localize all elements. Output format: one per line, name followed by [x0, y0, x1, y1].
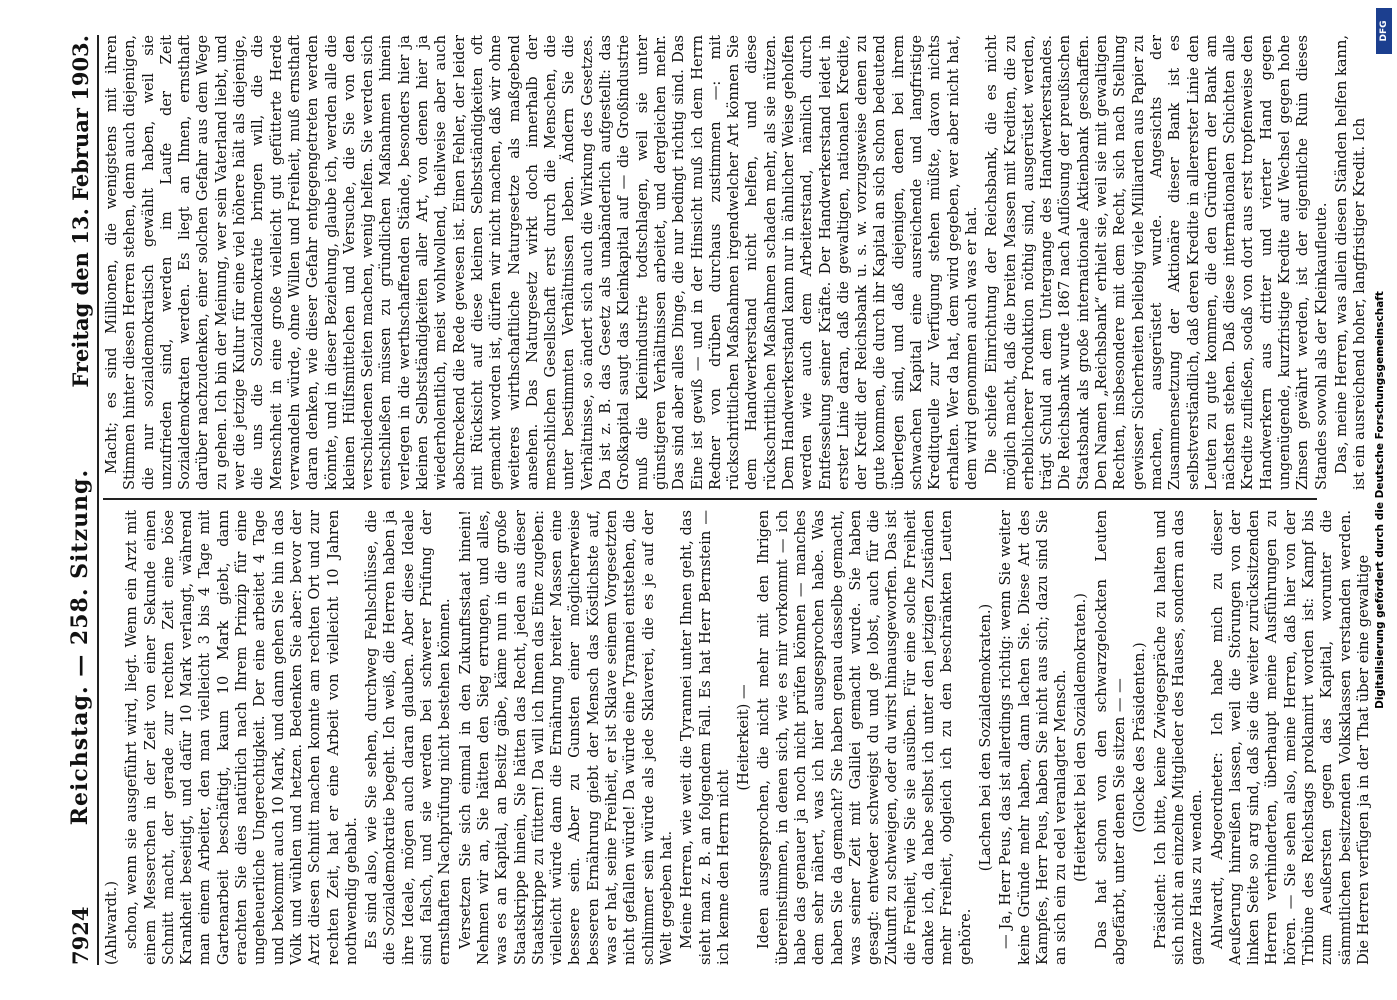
column-divider: [103, 498, 1317, 500]
credit-text: Digitalisierung gefördert durch die Deutsche Forschungsgemeinschaft: [1374, 291, 1386, 709]
paragraph: schon, wenn sie ausgeführt wird, liegt. Wenn ein Arzt mit einem Messerchen in der Zeit von einer Sekunde einen Schnitt macht, der gerade zur rechten Zeit eine böse Krankheit beseitigt, und dafür 10 Mark verlangt, während man einem Arbeiter, den man vielleicht 3 bis 4 Tage mit Gartenarbeit beschäftigt, kaum 10 Mark giebt, dann erachten Sie dies natürlich nach Ihrem Prinzip für eine ungeheuerliche Ungerechtigkeit. Der eine arbeitet 4 Tage und bekommt auch 10 Mark, und dann gehen Sie hin in das Volk und wühlen und hetzen. Bedenken Sie aber: bevor der Arzt diesen Schnitt machen konnte am rechten Ort und zur rechten Zeit, hat er eine Arbeit von vielleicht 10 Jahren nothwendig gehabt.: [123, 510, 360, 965]
page-header: [59, 35, 99, 965]
paragraph: Das, meine Herren, was allein diesen Ständen helfen kann, ist ein ausreichend hoher, langfristiger Kredit. Ich: [1332, 35, 1369, 490]
digitization-credit: [1366, 20, 1394, 980]
paragraph: Ideen ausgesprochen, die nicht mehr mit den Ihrigen übereinstimmen, in denen sich, wie es mir vorkommt — ich habe das genauer ja noch nicht prüfen können — manches dem sehr nähert, was ich hier ausgesprochen habe. Was haben Sie da gemacht? Sie haben genau dasselbe gemacht, was seiner Zeit mit Galilei gemacht wurde. Sie haben gesagt: entweder schweigst du und ge lobst, auch für die Zukunft zu schweigen, oder du wirst hinausgeworfen. Das ist die Freiheit, wie Sie sie ausüben. Für eine solche Freiheit danke ich, da habe selbst ich unter den jetzigen Zuständen mehr Freiheit, obgleich ich zu den beschränkten Leuten gehöre.: [755, 510, 974, 965]
interjection: (Glocke des Präsidenten.): [1131, 642, 1149, 833]
interjection: (Lachen bei den Sozialdemokraten.): [976, 603, 994, 872]
interjection: (Heiterkeit bei den Sozialdemokraten.): [1072, 592, 1090, 883]
paragraph: Präsident: Ich bitte, keine Zwiegespräche zu halten und sich nicht an einzelne Mitglieder des Hauses, sondern an das ganze Haus zu wenden.: [1151, 510, 1206, 965]
page-date: Freitag den 13. Februar 1903.: [68, 35, 93, 388]
paragraph: Die schiefe Einrichtung der Reichsbank, die es nicht möglich macht, daß die breiten Massen mit Krediten, die zu erheblicherer Produktion nöthig sind, ausgerüstet werden, trägt Schuld an dem Untergange des Handwerkerstandes. Die Reichsbank wurde 1867 nach Auflösung der preußischen Staatsbank als große internationale Aktienbank geschaffen. Den Namen „Reichsbank“ erhielt sie, weil sie mit gewaltigen Rechten, insbesondere mit dem Recht, sich nach Stellung gewisser Sicherheiten beliebig viele Milliarden aus Papier zu machen, ausgerüstet wurde. Angesichts der Zusammensetzung der Aktionäre dieser Bank ist es selbstverständlich, daß deren Kredite in allererster Linie den Leuten zu gute kommen, die den Gründern der Bank am nächsten stehen. Daß diese internationalen Schichten alle Kredite zufließen, sodaß von dort aus erst tropfenweise den Handwerkern aus dritter und vierter Hand gegen ungenügende, kurzfristige Kredite auf Wechsel gegen hohe Zinsen gewährt werden, ist der eigentliche Ruin dieses Standes sowohl als der Kleinkaufleute.: [983, 35, 1330, 490]
speaker-label: (Ahlwardt.): [103, 880, 120, 965]
paragraph: Versetzen Sie sich einmal in den Zukunftsstaat hinein! Nehmen wir an, Sie hätten den Sieg errungen, und alles, was es an Kapital, an Besitz gäbe, käme nun in die große Staatskrippe hinein, Sie hätten das Recht, jeden aus dieser Staatskrippe zu füttern! Da will ich Ihnen das Eine zugeben: vielleicht würde dann die Ernährung breiter Massen eine bessere sein. Aber zu Gunsten einer möglicherweise besseren Ernährung giebt der Mensch das Köstlichste auf, was er hat, seine Freiheit, er ist Sklave seinem Vorgesetzten nicht gefallen würde! Da würde eine Tyrannei entstehen, die schlimmer sein würde als jede Sklaverei, die es je auf der Welt gegeben hat.: [456, 510, 675, 965]
page-title: Reichstag. — 258. Sitzung.: [67, 468, 93, 826]
paragraph: Meine Herren, wie weit die Tyrannei unter Ihnen geht, das sieht man z. B. an folgendem Fall. Es hat Herr Bernstein — ich kenne den Herrn nicht: [678, 510, 732, 965]
paragraph: Ahlwardt, Abgeordneter: Ich habe mich zu dieser Aeußerung hinreißen lassen, weil die Störungen von der linken Seite so arg sind, daß sie die weiter zurücksitzenden Herren verhinderten, überhaupt meine Ausführungen zu hören. — Sie sehen also, meine Herren, daß hier von der Tribüne des Reichstags proklamirt worden ist: Kampf bis zum Aeußersten gegen das Kapital, worunter die sämmtlichen besitzenden Volksklassen verstanden werden. Die Herren verfügen ja in der That über eine gewaltige: [1208, 510, 1372, 965]
document-page: [47, 20, 1372, 980]
page-number: 7924: [68, 906, 93, 965]
paragraph: Das hat schon von den schwarzgelockten Leuten abgefärbt, unter denen Sie sitzen — —: [1092, 510, 1129, 965]
dfg-logo: [1376, 8, 1392, 54]
left-column: [103, 510, 1372, 965]
paragraph: — Ja, Herr Peus, das ist allerdings richtig: wenn Sie weiter keine Gründe mehr haben, dann lachen Sie. Diese Art des Kampfes, Herr Peus, haben Sie nicht aus sich; dazu sind Sie an sich ein zu edel veranlagter Mensch.: [997, 510, 1070, 965]
paragraph: Macht; es sind Millionen, die wenigstens mit ihren Stimmen hinter diesen Herren stehen, denn auch diejenigen, die nur sozialdemokratisch gewählt haben, weil sie unzufrieden sind, werden im Laufe der Zeit Sozialdemokraten werden. Es liegt an Ihnen, ernsthaft darüber nachzudenken, einer solchen Gefahr aus dem Wege zu gehen. Ich bin der Meinung, wer sein Vaterland liebt, und wer die jetzige Kultur für eine viel höhere hält als diejenige, die uns die Sozialdemokratie bringen will, die die Menschheit in eine große vielleicht gut gefütterte Herde verwandeln würde, ohne Willen und Freiheit, muß ernsthaft daran denken, wie dieser Gefahr entgegengetreten werden könnte, und in dieser Beziehung, glaube ich, werden alle die kleinen Hülfsmittelchen und Versuche, die Sie von den verschiedenen Seiten machen, wenig helfen. Sie werden sich entschließen müssen zu gründlichen Maßnahmen hinein verlegen in die werthschaffenden Stände, besonders hier ja kleinen Selbstständigkeiten aller Art, von denen hier ja wiederholentlich, meist wohlwollend, theilweise aber auch abschreckend die Rede gewesen ist. Einen Fehler, der leider mit Rücksicht auf diese kleinen Selbstständigkeiten oft gemacht worden ist, dürfen wir nicht machen, daß wir ohne weiteres wirthschaftliche Naturgesetze als maßgebend ansehen. Das Naturgesetz wirkt doch innerhalb der menschlichen Gesellschaft erst durch die Menschen, die unter bestimmten Verhältnissen leben. Ändern Sie die Verhältnisse, so ändert sich auch die Wirkung des Gesetzes. Da ist z. B. das Gesetz als unabänderlich aufgestellt: das Großkapital saugt das Kleinkapital auf — die Großindustrie muß die Kleinindustrie todtschlagen, weil sie unter günstigeren Verhältnissen arbeitet, und dergleichen mehr. Das sind aber alles Dinge, die nur bedingt richtig sind. Das Eine ist gewiß — und in der Hinsicht muß ich dem Herrn Redner von drüben durchaus zustimmen —: mit rückschrittlichen Maßnahmen irgendwelcher Art können Sie dem Handwerkerstand nicht helfen, und diese rückschrittlichen Maßnahmen schaden mehr, als sie nützen. Dem Handwerkerstand kann nur in ähnlicher Weise geholfen werden wie auch dem Arbeiterstand, nämlich durch Entfesselung seiner Kräfte. Der Handwerkerstand leidet in erster Linie daran, daß die gewaltigen, nationalen Kredite, der Kredit der Reichsbank u. s. w. vorzugsweise denen zu gute kommen, die durch ihr Kapital an sich schon bedeutend überlegen sind, und daß diejenigen, denen bei ihrem schwachen Kapital eine ausreichende und langfristige Kreditquelle zur Verfügung stehen müßte, davon nichts erhalten. Wer da hat, dem wird gegeben, wer aber nicht hat, dem wird genommen auch was er hat.: [103, 35, 980, 490]
paragraph: Es sind also, wie Sie sehen, durchweg Fehlschlüsse, die die Sozialdemokratie begeht. Ich weiß, die Herren haben ja ihre Ideale, mögen auch daran glauben. Aber diese Ideale sind falsch, und sie werden bei schwerer Prüfung der ernsthaften Nachprüfung nicht bestehen können.: [363, 510, 454, 965]
interjection: (Heiterkeit) —: [735, 684, 753, 791]
right-column: [103, 35, 1369, 490]
dfg-logo-text: DFG: [1379, 20, 1389, 42]
